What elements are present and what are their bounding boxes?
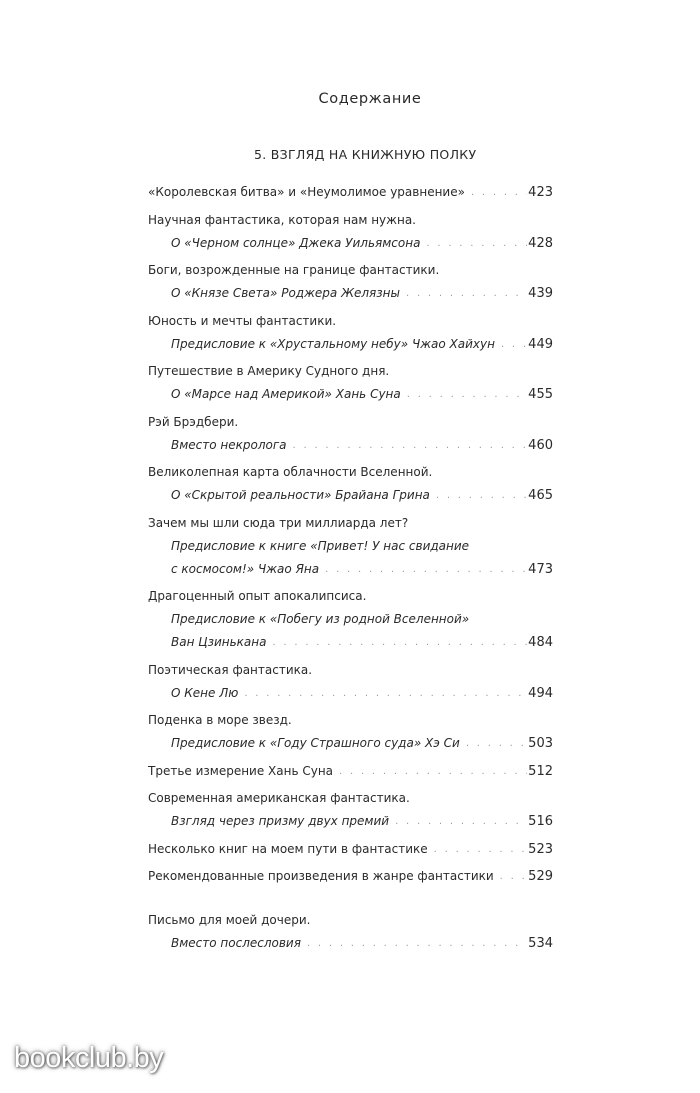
toc-entry-subtitle-line (148, 282, 553, 306)
toc-entry[interactable] (148, 838, 553, 862)
toc-entry-title: Зачем мы шли сюда три миллиарда лет? (148, 515, 409, 530)
toc-entry-title-line (148, 865, 553, 889)
toc-entry-subtitle: О «Скрытой реальности» Брайана Грина (171, 488, 430, 502)
dot-leader (500, 865, 528, 888)
toc-entry[interactable] (148, 659, 553, 706)
toc-entry-title: Боги, возрожденные на границе фантастики. (148, 263, 440, 277)
toc-entry-title: Драгоценный опыт апокалипсиса. (148, 589, 367, 603)
dot-leader (244, 682, 527, 705)
toc-entry-subtitle: Ван Цзинькана (171, 635, 267, 649)
dot-leader (307, 932, 527, 955)
toc-entry-title-line (148, 259, 553, 282)
toc-page-number: 423 (528, 185, 553, 200)
toc-page-number: 516 (528, 814, 553, 829)
watermark-logo: bookclub.by (14, 1042, 164, 1074)
toc-entry[interactable] (148, 360, 553, 407)
toc-entry[interactable] (148, 909, 553, 956)
toc-entry-title: Поденка в море звезд. (148, 713, 292, 727)
dot-leader (272, 631, 527, 654)
toc-entry-subtitle: Взгляд через призму двух премий (171, 814, 390, 828)
toc-entry-subtitle: с космосом!» Чжао Яна (171, 561, 320, 576)
toc-entry-title-line (148, 585, 553, 608)
toc-entry-subtitle-line (148, 434, 553, 458)
toc-entry[interactable] (148, 310, 553, 357)
toc-entry-title: Письмо для моей дочери. (148, 913, 311, 927)
section-heading: 5. ВЗГЛЯД НА КНИЖНУЮ ПОЛКУ (254, 147, 477, 162)
toc-entry[interactable] (148, 585, 553, 655)
toc-entry-title: Рекомендованные произведения в жанре фантастики (148, 869, 494, 883)
toc-entry-subtitle: О «Князе Света» Роджера Желязны (171, 286, 400, 300)
toc-entry[interactable] (148, 512, 553, 582)
toc-page-number: 494 (528, 685, 553, 701)
toc-entry[interactable] (148, 209, 553, 256)
toc-entry[interactable] (148, 865, 553, 889)
toc-entry-title: Современная американская фантастика. (148, 791, 410, 805)
toc-entry-title-line (148, 512, 553, 535)
toc-page-number: 534 (528, 936, 553, 951)
toc-entry-subtitle: Предисловие к «Году Страшного суда» Хэ Си (171, 736, 460, 750)
toc-entry-subtitle-line (148, 682, 553, 706)
toc-entry-title-line (148, 411, 553, 434)
dot-leader (293, 434, 528, 457)
dot-leader (339, 760, 527, 783)
toc-entry[interactable] (148, 461, 553, 508)
toc-entry-title: «Королевская битва» и «Неумолимое уравнение» (148, 185, 465, 199)
dot-leader (471, 181, 527, 204)
toc-entry[interactable] (148, 181, 553, 205)
toc-entry[interactable] (148, 709, 553, 756)
toc-entry-title-line (148, 760, 553, 784)
toc-entry-title: Великолепная карта облачности Вселенной. (148, 465, 433, 479)
toc-entry-title: Путешествие в Америку Судного дня. (148, 364, 390, 378)
toc-entry-subtitle-line (148, 232, 553, 256)
toc-page-number: 465 (528, 488, 553, 503)
page-title: Содержание (318, 91, 422, 107)
toc-page-number: 523 (528, 841, 553, 857)
dot-leader (406, 282, 527, 305)
dot-leader (407, 383, 527, 406)
toc-entry-subtitle: Предисловие к «Хрустальному небу» Чжао Хайхун (171, 336, 495, 351)
toc-entry[interactable] (148, 411, 553, 458)
toc-entry-subtitle-line (148, 932, 553, 956)
toc-entry-title: Несколько книг на моем пути в фантастике (148, 841, 428, 856)
toc-page-number: 512 (528, 763, 553, 779)
toc-page-number: 449 (528, 336, 553, 352)
toc-page-number: 484 (528, 635, 553, 650)
toc-entry-subtitle-line (148, 631, 553, 655)
toc-entry-title-line (148, 209, 553, 232)
toc-entry-subtitle-line (148, 383, 553, 407)
toc-page-number: 455 (528, 387, 553, 402)
toc-entry-subtitle: Предисловие к «Побегу из родной Вселенной» (171, 612, 470, 626)
toc-entry-title: Третье измерение Хань Суна (148, 763, 334, 778)
toc-entry-subtitle-line (148, 333, 553, 357)
dot-leader (434, 838, 528, 861)
dot-leader (501, 333, 527, 356)
toc-entry-subtitle-line (148, 535, 553, 558)
toc-entry-title-line (148, 838, 553, 862)
toc-entry-title-line (148, 909, 553, 932)
toc-entry-subtitle: Вместо некролога (171, 437, 287, 452)
toc-page-number: 460 (528, 437, 553, 453)
toc-page-number: 503 (528, 736, 553, 751)
toc-entry-subtitle: Вместо послесловия (171, 936, 301, 950)
toc-entry-subtitle-line (148, 558, 553, 582)
toc-entry-subtitle-line (148, 732, 553, 756)
toc-page-number: 473 (528, 561, 553, 577)
toc-entry[interactable] (148, 760, 553, 784)
toc-entry-title: Научная фантастика, которая нам нужна. (148, 212, 416, 227)
toc-entry[interactable] (148, 787, 553, 834)
toc-entry-title-line (148, 461, 553, 484)
dot-leader (466, 732, 527, 755)
toc-page-number: 428 (528, 235, 553, 251)
toc-entry-title-line (148, 659, 553, 682)
toc-entry-subtitle-line (148, 810, 553, 834)
toc-entry-subtitle: Предисловие к книге «Привет! У нас свидание (171, 538, 470, 553)
toc-page-number: 439 (528, 286, 553, 301)
dot-leader (426, 232, 527, 255)
toc-entry-title-line (148, 310, 553, 333)
toc-entry-title-line (148, 787, 553, 810)
dot-leader (325, 558, 527, 581)
dot-leader (436, 484, 527, 507)
toc-entry-subtitle: О «Черном солнце» Джека Уильямсона (171, 235, 421, 250)
toc-entry-title-line (148, 181, 553, 205)
toc-entry-title: Юность и мечты фантастики. (148, 313, 337, 328)
toc-entry[interactable] (148, 259, 553, 306)
toc-entry-title: Поэтическая фантастика. (148, 662, 313, 677)
toc-entry-subtitle-line (148, 608, 553, 631)
table-of-contents (148, 181, 553, 960)
toc-entry-title-line (148, 709, 553, 732)
toc-entry-title-line (148, 360, 553, 383)
toc-entry-subtitle: О Кене Лю (171, 685, 239, 700)
toc-page-number: 529 (528, 869, 553, 884)
toc-entry-subtitle: О «Марсе над Америкой» Хань Суна (171, 387, 401, 401)
dot-leader (395, 810, 527, 833)
toc-entry-subtitle-line (148, 484, 553, 508)
toc-entry-title: Рэй Брэдбери. (148, 414, 239, 429)
